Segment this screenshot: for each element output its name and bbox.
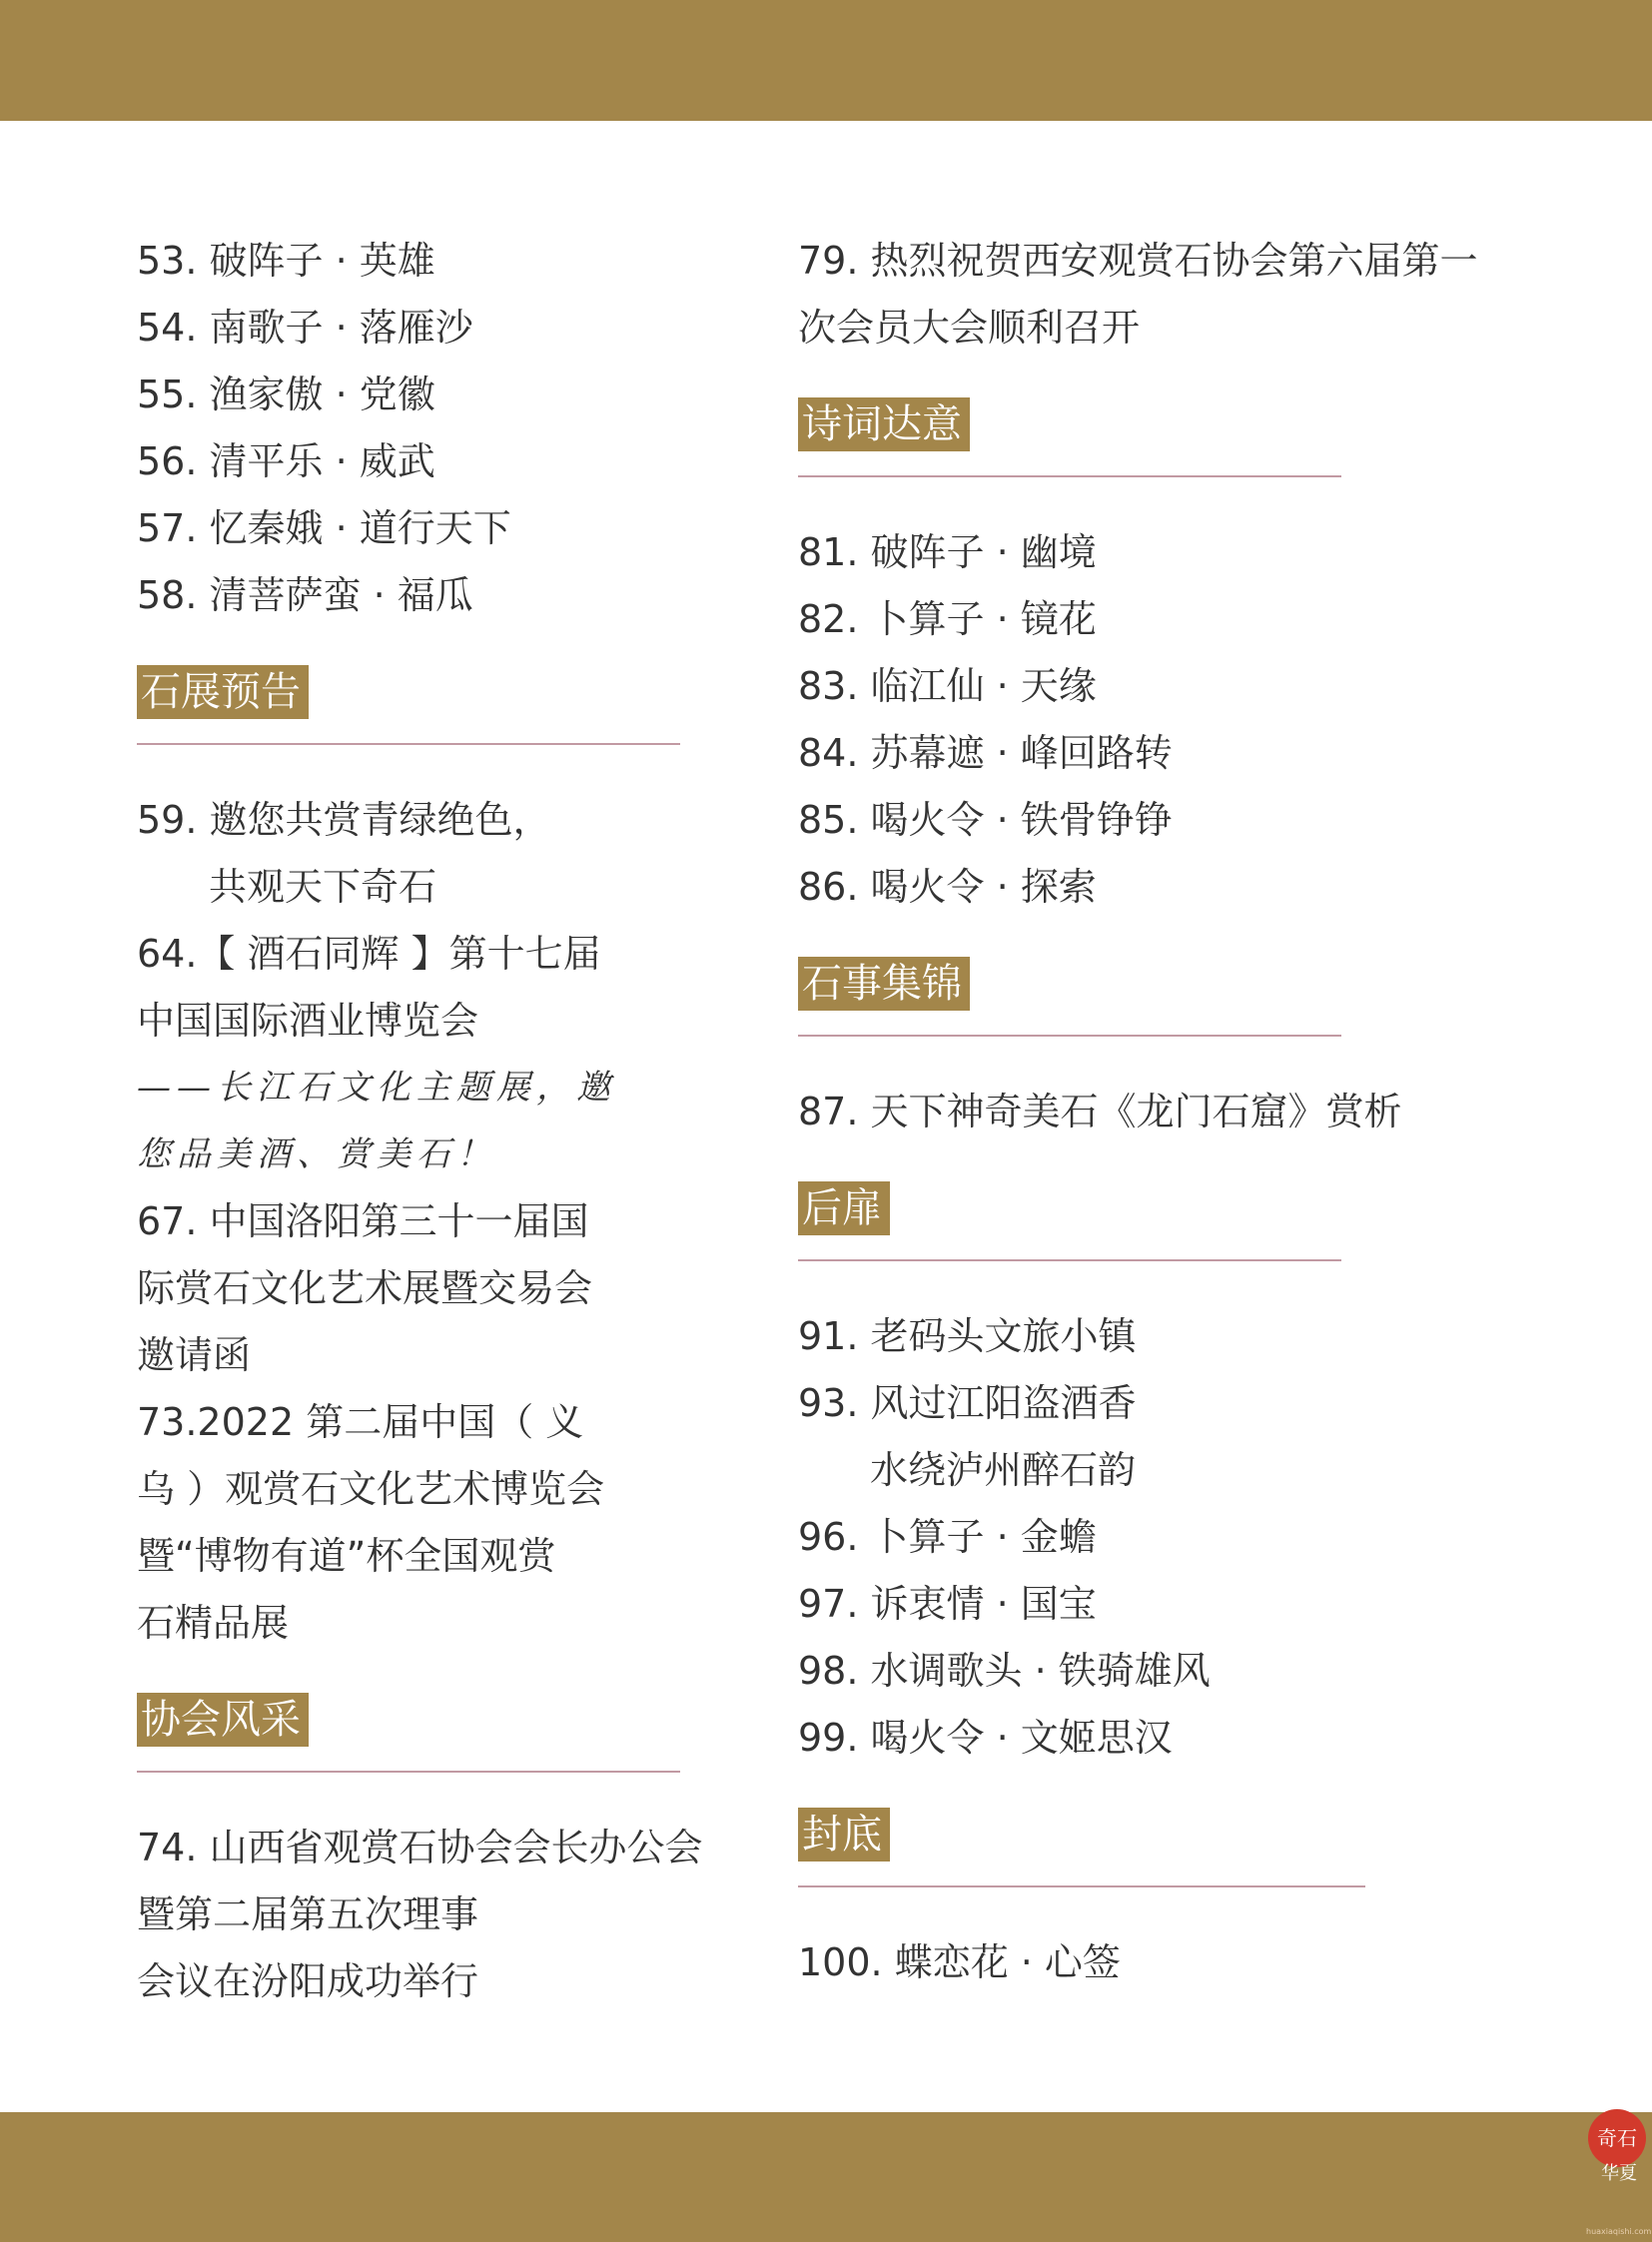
section-divider	[137, 743, 680, 745]
bottom-decorative-band	[0, 2112, 1652, 2242]
section-title: 石展预告	[137, 665, 309, 719]
seal-logo-text: 奇石	[1597, 2126, 1637, 2150]
top-decorative-band	[0, 0, 1652, 121]
list-group-stone-events	[798, 1079, 1537, 1145]
section-divider	[798, 475, 1341, 477]
list-item: 56. 清平乐 · 威武	[137, 439, 435, 483]
section-header-back-cover	[798, 1808, 1537, 1887]
list-item: 54. 南歌子 · 落雁沙	[137, 306, 473, 350]
list-item: 99. 喝火令 · 文姬思汉	[798, 1716, 1173, 1760]
list-item: 58. 清菩萨蛮 · 福瓜	[137, 573, 473, 617]
list-item-continuation: ——长江石文化主题展，邀	[137, 1068, 616, 1108]
list-item-continuation: 乌 ）观赏石文化艺术博览会	[137, 1467, 605, 1511]
list-item: 100. 蝶恋花 · 心签	[798, 1940, 1121, 1984]
list-item: 91. 老码头文旅小镇	[798, 1314, 1137, 1358]
list-item-continuation: 会议在汾阳成功举行	[137, 1959, 479, 2003]
list-item: 96. 卜算子 · 金蟾	[798, 1515, 1097, 1559]
section-header-stone-events	[798, 957, 1537, 1037]
list-item: 84. 苏幕遮 · 峰回路转	[798, 731, 1173, 775]
list-item: 59. 邀您共赏青绿绝色，	[137, 798, 551, 842]
list-item: 73.2022 第二届中国（ 义	[137, 1400, 584, 1444]
list-group-back-flyleaf	[798, 1303, 1537, 1772]
list-item-continuation: 次会员大会顺利召开	[798, 306, 1141, 350]
list-item: 64.【 酒石同辉 】第十七届	[137, 932, 601, 976]
section-title: 封底	[798, 1808, 890, 1862]
list-item: 79. 热烈祝贺西安观赏石协会第六届第一	[798, 239, 1478, 283]
list-group-back-cover	[798, 1929, 1537, 1996]
section-title: 诗词达意	[798, 397, 970, 451]
list-item-continuation: 暨“博物有道”杯全国观赏	[137, 1534, 556, 1578]
section-title: 后扉	[798, 1181, 890, 1235]
left-column	[137, 228, 736, 2015]
list-item-continuation: 石精品展	[137, 1601, 290, 1645]
section-title: 石事集锦	[798, 957, 970, 1011]
section-divider	[798, 1035, 1341, 1037]
list-item: 81. 破阵子 · 幽境	[798, 530, 1097, 574]
list-item-continuation: 共观天下奇石	[209, 865, 437, 909]
list-item: 82. 卜算子 · 镜花	[798, 597, 1097, 641]
list-group-poems-a	[137, 228, 736, 629]
logo-wordmark: 华夏	[1601, 2163, 1637, 2184]
list-item: 85. 喝火令 · 铁骨铮铮	[798, 798, 1173, 842]
list-item: 67. 中国洛阳第三十一届国	[137, 1199, 589, 1243]
list-item: 74. 山西省观赏石协会会长办公会	[137, 1826, 703, 1869]
section-divider	[137, 1771, 680, 1773]
list-group-news	[798, 228, 1537, 362]
section-divider	[798, 1885, 1365, 1887]
list-item-continuation: 邀请函	[137, 1333, 252, 1377]
list-item: 53. 破阵子 · 英雄	[137, 239, 435, 283]
section-divider	[798, 1259, 1341, 1261]
list-group-poetry	[798, 519, 1537, 921]
list-item: 87. 天下神奇美石《龙门石窟》赏析	[798, 1090, 1402, 1133]
list-item: 98. 水调歌头 · 铁骑雄风	[798, 1649, 1211, 1693]
list-item: 97. 诉衷情 · 国宝	[798, 1582, 1097, 1626]
section-header-exhibition-preview	[137, 665, 736, 745]
list-item: 86. 喝火令 · 探索	[798, 865, 1097, 909]
right-column	[798, 228, 1537, 1996]
list-item-continuation: 暨第二届第五次理事	[137, 1892, 479, 1936]
list-item-continuation: 水绕泸州醉石韵	[870, 1448, 1137, 1492]
list-item-continuation: 您品美酒、赏美石！	[137, 1134, 496, 1174]
list-item-continuation: 际赏石文化艺术展暨交易会	[137, 1266, 593, 1310]
list-item: 83. 临江仙 · 天缘	[798, 664, 1097, 708]
list-item: 57. 忆秦娥 · 道行天下	[137, 506, 511, 550]
section-header-association	[137, 1693, 736, 1773]
logo-url: huaxiaqishi.com	[1586, 2227, 1652, 2236]
list-group-exhibitions	[137, 787, 736, 1657]
list-item: 55. 渔家傲 · 党徽	[137, 373, 435, 416]
seal-logo-icon	[1588, 2109, 1646, 2167]
list-item: 93. 风过江阳盗酒香	[798, 1381, 1137, 1425]
list-item-continuation: 中国国际酒业博览会	[137, 999, 479, 1043]
section-header-back-flyleaf	[798, 1181, 1537, 1261]
section-header-poetry	[798, 397, 1537, 477]
list-group-association	[137, 1815, 736, 2015]
section-title: 协会风采	[137, 1693, 309, 1747]
